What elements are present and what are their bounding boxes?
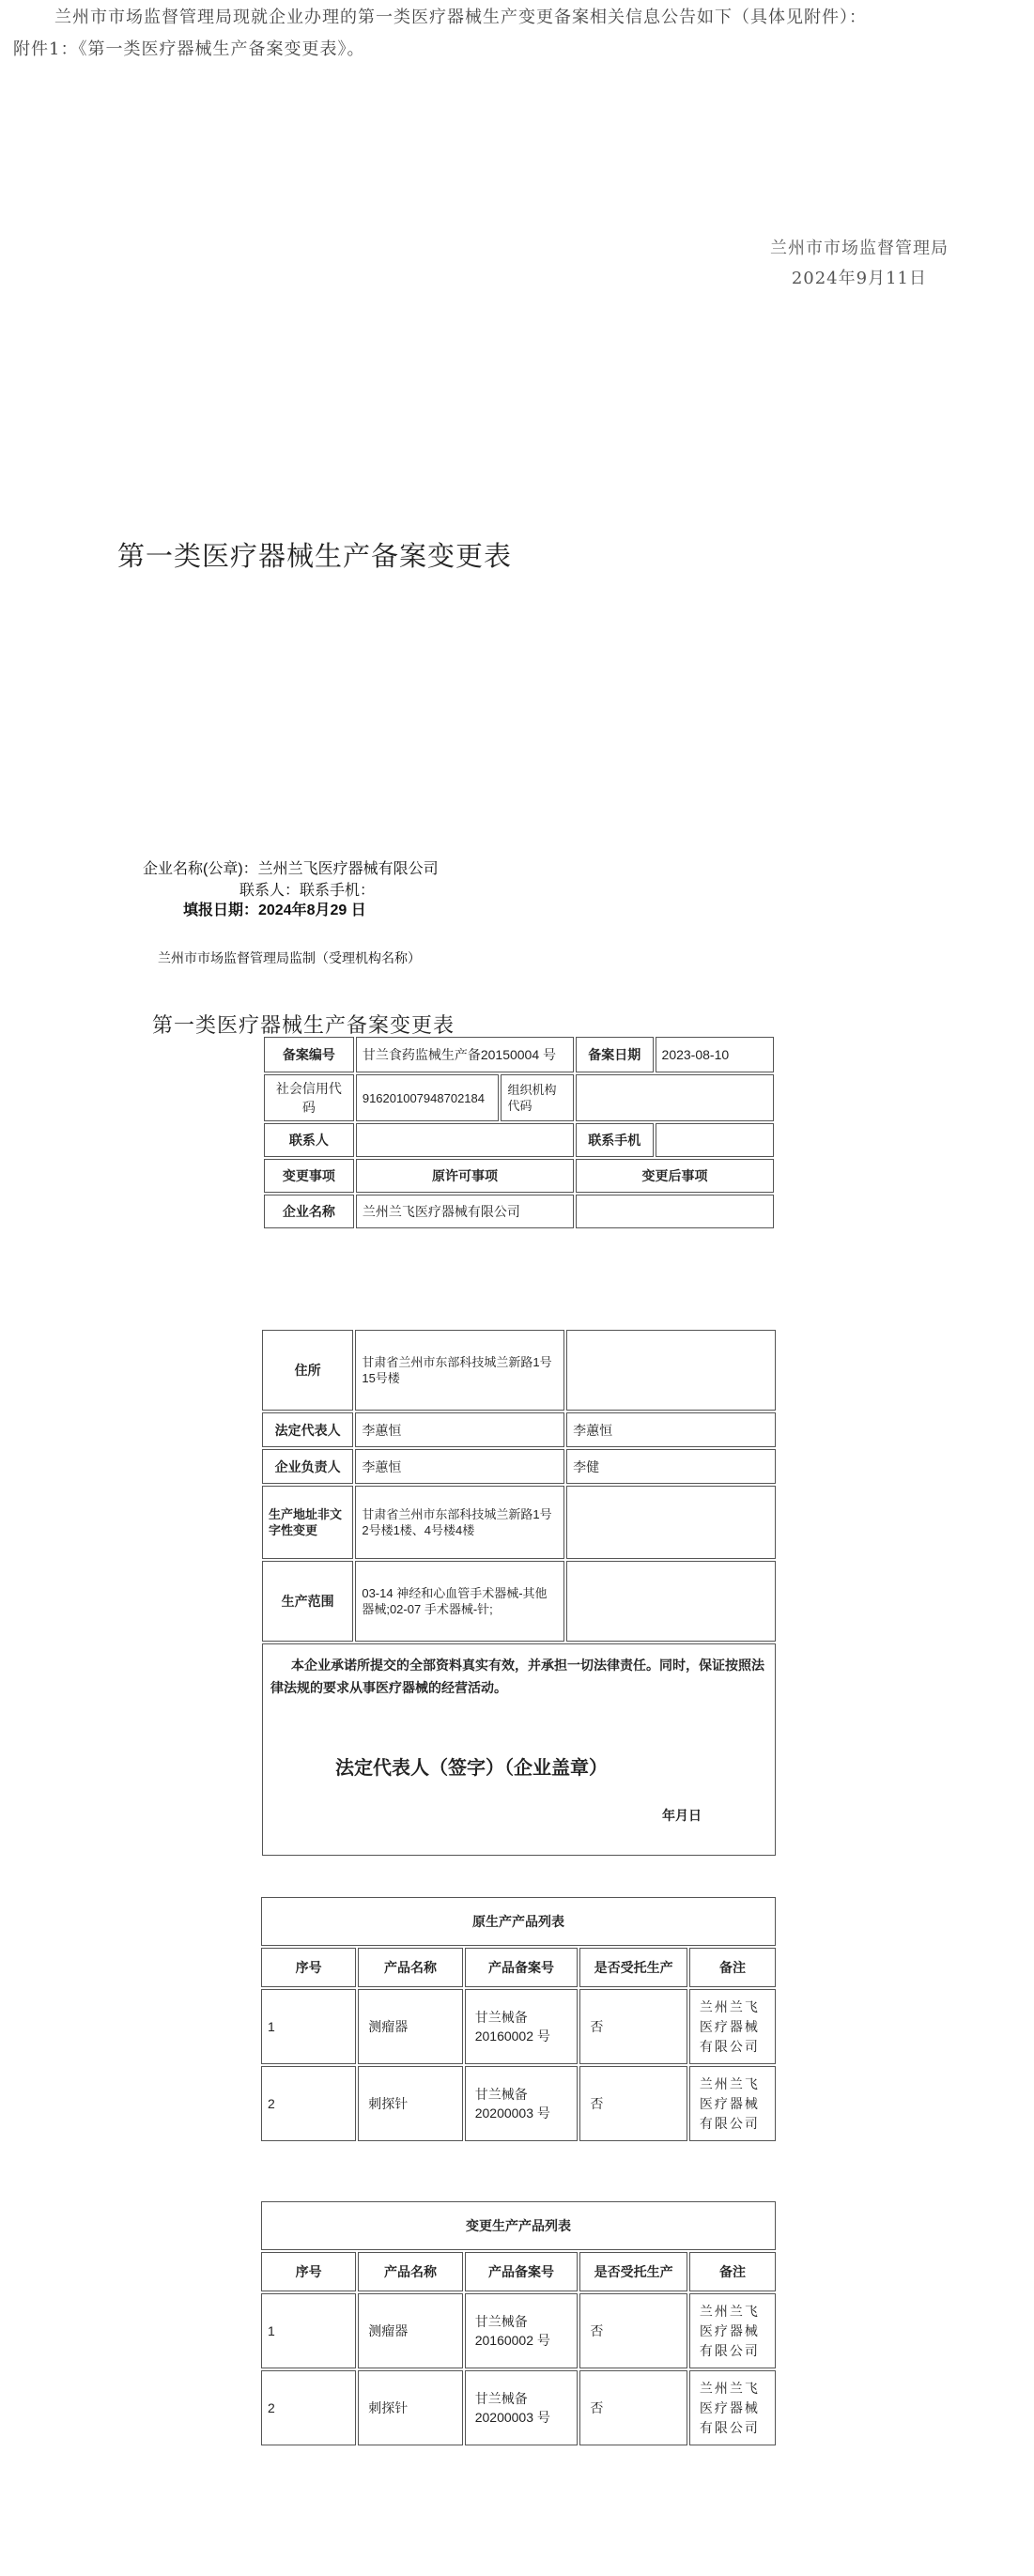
row-record-no: 甘兰械备20200003 号	[465, 2066, 579, 2141]
contact-line: 联系人：联系手机：	[239, 883, 376, 899]
header-row	[264, 1159, 774, 1193]
record-no-label: 备案编号	[264, 1037, 354, 1072]
row-entrusted: 否	[579, 2370, 687, 2445]
org-code-value	[576, 1074, 774, 1121]
address-after	[566, 1330, 776, 1411]
record-form-table	[262, 1035, 776, 1230]
scope-label: 生产范围	[262, 1561, 353, 1642]
record-date-value: 2023-08-10	[656, 1037, 774, 1072]
row-no: 1	[261, 2293, 356, 2368]
changed-product-table	[259, 2199, 778, 2447]
row-remark: 兰州兰飞医疗器械有限公司	[689, 2370, 776, 2445]
site-after	[566, 1486, 776, 1559]
row-product-name: 刺探针	[358, 2066, 462, 2141]
scope-original: 03-14 神经和心血管手术器械-其他器械;02-07 手术器械-针;	[355, 1561, 564, 1642]
original-product-header-row	[261, 1948, 776, 1987]
col-header-remark: 备注	[689, 2252, 776, 2291]
principal-row	[262, 1449, 776, 1484]
address-label: 住所	[262, 1330, 353, 1411]
row-entrusted: 否	[579, 1989, 687, 2064]
credit-code-value: 916201007948702184	[356, 1074, 500, 1121]
row-entrusted: 否	[579, 2293, 687, 2368]
row-record-no: 甘兰械备20200003 号	[465, 2370, 579, 2445]
company-after	[576, 1195, 774, 1228]
table-row	[261, 1989, 776, 2064]
row-remark: 兰州兰飞医疗器械有限公司	[689, 1989, 776, 2064]
company-row	[264, 1195, 774, 1228]
col-header-no: 序号	[261, 1948, 356, 1987]
row-remark: 兰州兰飞医疗器械有限公司	[689, 2066, 776, 2141]
legal-signature-line: 法定代表人（签字）（企业盖章）	[335, 1758, 608, 1779]
row-product-name: 刺探针	[358, 2370, 462, 2445]
changed-product-title-row	[261, 2201, 776, 2250]
row-product-name: 测瘤器	[358, 2293, 462, 2368]
form-title: 第一类医疗器械生产备案变更表	[152, 1014, 455, 1038]
address-row	[262, 1330, 776, 1411]
table-row	[261, 2293, 776, 2368]
phone-label: 联系手机	[576, 1123, 653, 1157]
row-remark: 兰州兰飞医疗器械有限公司	[689, 2293, 776, 2368]
company-label: 企业名称	[264, 1195, 354, 1228]
commitment-row	[262, 1643, 776, 1856]
site-label: 生产地址非文字性变更	[262, 1486, 353, 1559]
change-item-header: 变更事项	[264, 1159, 354, 1193]
principal-label: 企业负责人	[262, 1449, 353, 1484]
record-row	[264, 1037, 774, 1072]
original-product-title: 原生产产品列表	[261, 1897, 776, 1946]
intro-paragraph: 兰州市市场监督管理局现就企业办理的第一类医疗器械生产变更备案相关信息公告如下（具体见附件）：	[54, 8, 867, 27]
contact-row	[264, 1123, 774, 1157]
credit-row	[264, 1074, 774, 1121]
contact-value	[356, 1123, 574, 1157]
col-header-name: 产品名称	[358, 1948, 462, 1987]
signature-date: 2024年9月11日	[791, 269, 927, 288]
commitment-cell	[262, 1643, 776, 1856]
org-code-label: 组织机构代码	[501, 1074, 574, 1121]
col-header-name: 产品名称	[358, 2252, 462, 2291]
changed-product-title: 变更生产产品列表	[261, 2201, 776, 2250]
record-no-value: 甘兰食药监械生产备20150004 号	[356, 1037, 574, 1072]
row-no: 1	[261, 1989, 356, 2064]
company-original: 兰州兰飞医疗器械有限公司	[356, 1195, 574, 1228]
changed-product-header-row	[261, 2252, 776, 2291]
col-header-entrusted: 是否受托生产	[579, 1948, 687, 1987]
col-header-no: 序号	[261, 2252, 356, 2291]
intro-text	[0, 2, 1034, 66]
after-header: 变更后事项	[576, 1159, 774, 1193]
col-header-record: 产品备案号	[465, 2252, 579, 2291]
row-record-no: 甘兰械备20160002 号	[465, 1989, 579, 2064]
address-original: 甘肃省兰州市东部科技城兰新路1号15号楼	[355, 1330, 564, 1411]
record-date-label: 备案日期	[576, 1037, 653, 1072]
change-detail-table	[260, 1328, 778, 1858]
contact-label: 联系人	[264, 1123, 354, 1157]
commitment-text: 本企业承诺所提交的全部资料真实有效，并承担一切法律责任。同时，保证按照法律法规的要求从事医疗器械的经营活动。	[270, 1658, 764, 1695]
scope-row	[262, 1561, 776, 1642]
original-header: 原许可事项	[356, 1159, 574, 1193]
company-name-line: 企业名称(公章)：兰州兰飞医疗器械有限公司	[143, 861, 439, 877]
row-no: 2	[261, 2066, 356, 2141]
principal-after: 李健	[566, 1449, 776, 1484]
col-header-record: 产品备案号	[465, 1948, 579, 1987]
credit-code-label: 社会信用代码	[264, 1074, 354, 1121]
commitment-date: 年月日	[662, 1808, 702, 1823]
table-row	[261, 2066, 776, 2141]
scope-after	[566, 1561, 776, 1642]
legal-rep-original: 李蕙恒	[355, 1412, 564, 1447]
row-product-name: 测瘤器	[358, 1989, 462, 2064]
site-row	[262, 1486, 776, 1559]
legal-rep-row	[262, 1412, 776, 1447]
table-row	[261, 2370, 776, 2445]
original-product-table	[259, 1895, 778, 2143]
signature-org: 兰州市市场监督管理局	[770, 239, 949, 258]
row-no: 2	[261, 2370, 356, 2445]
principal-original: 李蕙恒	[355, 1449, 564, 1484]
phone-value	[656, 1123, 774, 1157]
original-product-title-row	[261, 1897, 776, 1946]
row-record-no: 甘兰械备20160002 号	[465, 2293, 579, 2368]
legal-rep-after: 李蕙恒	[566, 1412, 776, 1447]
row-entrusted: 否	[579, 2066, 687, 2141]
col-header-entrusted: 是否受托生产	[579, 2252, 687, 2291]
attachment-title: 第一类医疗器械生产备案变更表	[117, 540, 513, 572]
col-header-remark: 备注	[689, 1948, 776, 1987]
site-original: 甘肃省兰州市东部科技城兰新路1号2号楼1楼、4号楼4楼	[355, 1486, 564, 1559]
legal-rep-label: 法定代表人	[262, 1412, 353, 1447]
authority-line: 兰州市市场监督管理局监制（受理机构名称）	[158, 950, 421, 965]
fill-date-line: 填报日期：2024年8月29 日	[183, 902, 366, 918]
attachment-note: 附件1：《第一类医疗器械生产备案变更表》。	[13, 39, 365, 59]
